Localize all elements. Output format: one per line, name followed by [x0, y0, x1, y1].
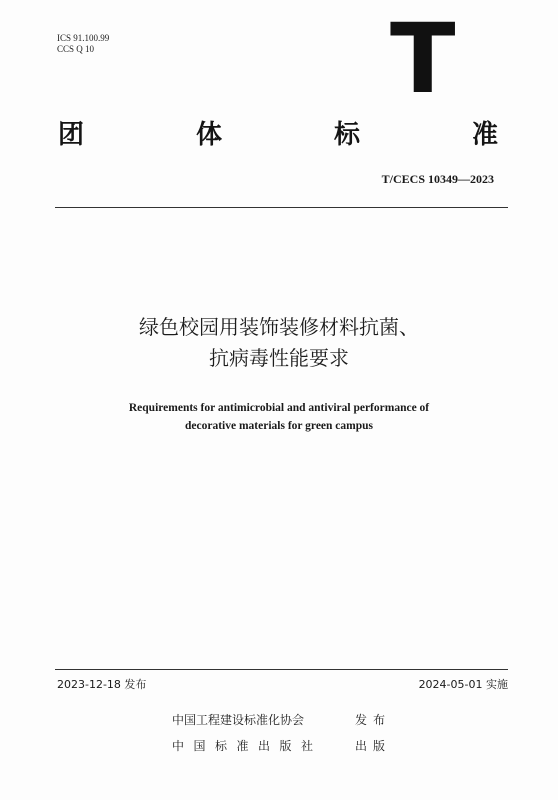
bottom-divider: [55, 669, 508, 670]
chinese-title-line-2: 抗病毒性能要求: [209, 346, 349, 370]
category-char: 标: [333, 120, 360, 150]
chinese-title: [0, 312, 558, 374]
english-title-line-2: decorative materials for green campus: [185, 420, 373, 432]
chinese-title-line-1: 绿色校园用装饰装修材料抗菌、: [139, 315, 419, 339]
standard-number: T/CECS 10349—2023: [381, 172, 494, 186]
implementation-date: 2024-05-01 实施: [418, 678, 508, 691]
top-divider: [55, 207, 508, 208]
category-char: 体: [195, 120, 222, 150]
category-char: 准: [471, 120, 498, 150]
category-char: 团: [58, 120, 85, 150]
group-standard-logo: T: [390, 3, 456, 115]
ics-code: ICS 91.100.99: [57, 33, 110, 43]
publishing-house: [172, 737, 391, 754]
english-title-line-1: Requirements for antimicrobial and antiviral performance of: [128, 402, 430, 414]
english-title: [0, 399, 558, 435]
issue-date: 2023-12-18 发布: [57, 678, 147, 691]
publisher-name: 中国标准出版社: [172, 739, 323, 753]
ccs-code: CCS Q 10: [57, 44, 95, 54]
category-title: [58, 117, 498, 153]
issuer-name: 中国工程建设标准化协会: [172, 713, 305, 727]
publisher-role: 出版: [355, 739, 392, 753]
classification-codes: [57, 33, 109, 55]
issuer-role: 发布: [355, 713, 392, 727]
issuing-organization: [172, 711, 391, 728]
